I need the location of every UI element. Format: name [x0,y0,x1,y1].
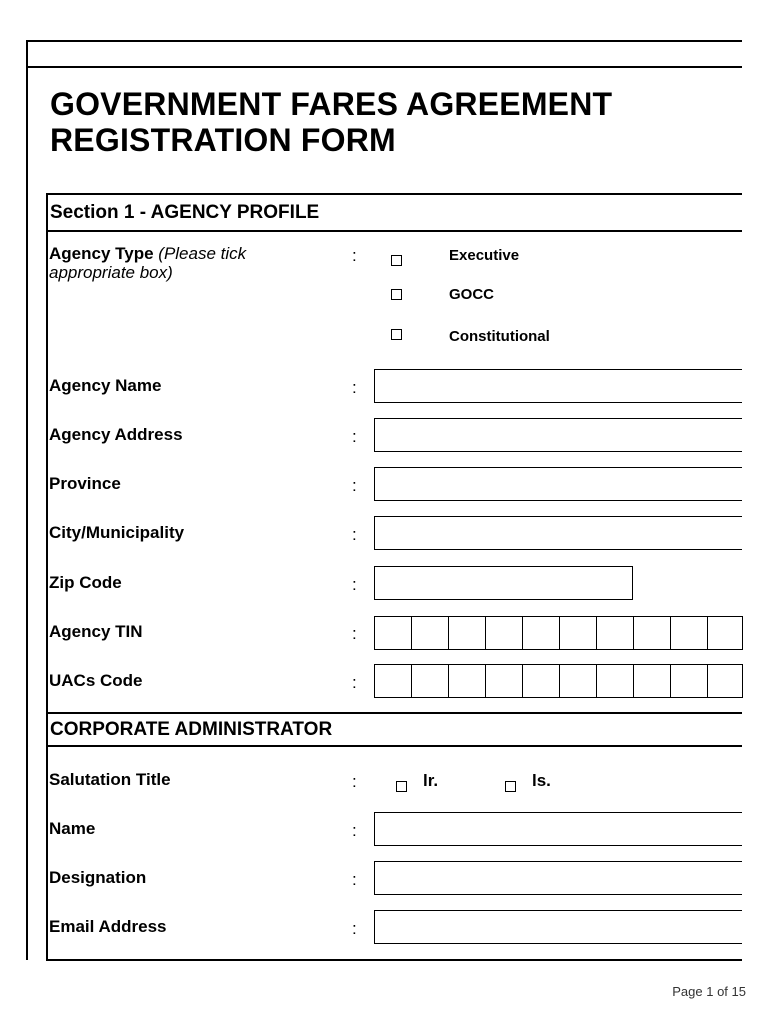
tin-digit-cell[interactable] [523,617,560,649]
executive-label: Executive [449,247,520,264]
tin-digit-cell[interactable] [634,617,671,649]
agency-type-label-text: Agency Type [49,244,159,263]
colon: : [352,378,357,397]
colon: : [352,673,357,692]
colon: : [352,246,357,265]
section1-divider [46,230,742,232]
tin-digit-cell[interactable] [597,617,634,649]
uacs-digit-cell[interactable] [449,665,486,697]
uacs-digit-cell[interactable] [708,665,743,697]
tin-digit-cell[interactable] [375,617,412,649]
uacs-digit-cell[interactable] [486,665,523,697]
agency-type-note: (Please tick [158,244,247,263]
zip-code-field[interactable] [374,566,633,600]
section1-prefix: Section 1 - [50,202,151,223]
province-field[interactable] [374,467,742,501]
agency-address-label: Agency Address [49,425,183,444]
ms-checkbox[interactable] [505,781,516,792]
page-title [50,86,740,158]
mr-label: lr. [423,771,439,790]
page-number: Page 1 of 15 [672,984,746,999]
constitutional-label: Constitutional [449,328,550,345]
agency-tin-label: Agency TIN [49,622,143,641]
tin-digit-cell[interactable] [449,617,486,649]
tin-digit-cell[interactable] [560,617,597,649]
colon: : [352,772,357,791]
agency-type-label [49,244,246,282]
uacs-code-grid [374,664,743,698]
colon: : [352,919,357,938]
agency-address-field[interactable] [374,418,742,452]
agency-type-note-2: appropriate box) [49,263,173,282]
uacs-digit-cell[interactable] [412,665,449,697]
colon: : [352,821,357,840]
colon: : [352,624,357,643]
colon: : [352,476,357,495]
agency-name-label: Agency Name [49,376,162,395]
uacs-digit-cell[interactable] [597,665,634,697]
title-line-2: REGISTRATION FORM [50,122,396,158]
mr-checkbox[interactable] [396,781,407,792]
uacs-digit-cell[interactable] [560,665,597,697]
agency-name-field[interactable] [374,369,742,403]
salutation-label: Salutation Title [49,770,171,789]
uacs-code-label: UACs Code [49,671,143,690]
designation-field[interactable] [374,861,742,895]
tin-digit-cell[interactable] [486,617,523,649]
section2-top-divider [46,712,742,714]
colon: : [352,525,357,544]
tin-digit-cell[interactable] [412,617,449,649]
left-border [26,40,28,960]
tin-digit-cell[interactable] [671,617,708,649]
uacs-digit-cell[interactable] [375,665,412,697]
province-label: Province [49,474,121,493]
uacs-digit-cell[interactable] [671,665,708,697]
gocc-label: GOCC [449,286,494,303]
city-label: City/Municipality [49,523,185,542]
colon: : [352,427,357,446]
executive-checkbox[interactable] [391,255,402,266]
section2-divider [46,745,742,747]
agency-tin-grid [374,616,743,650]
designation-label: Designation [49,868,147,887]
colon: : [352,870,357,889]
colon: : [352,575,357,594]
constitutional-checkbox[interactable] [391,329,402,340]
uacs-digit-cell[interactable] [523,665,560,697]
gocc-checkbox[interactable] [391,289,402,300]
email-label: Email Address [49,917,167,936]
admin-name-label: Name [49,819,96,838]
section1-title: AGENCY PROFILE [150,202,320,223]
title-line-1: GOVERNMENT FARES AGREEMENT [50,86,613,122]
section1-heading [50,202,319,224]
header-border [26,66,742,68]
top-border [26,40,742,42]
tin-digit-cell[interactable] [708,617,743,649]
city-field[interactable] [374,516,742,550]
uacs-digit-cell[interactable] [634,665,671,697]
admin-name-field[interactable] [374,812,742,846]
zip-code-label: Zip Code [49,573,122,592]
email-field[interactable] [374,910,742,944]
ms-label: ls. [532,771,551,790]
corporate-admin-heading: CORPORATE ADMINISTRATOR [50,719,333,740]
